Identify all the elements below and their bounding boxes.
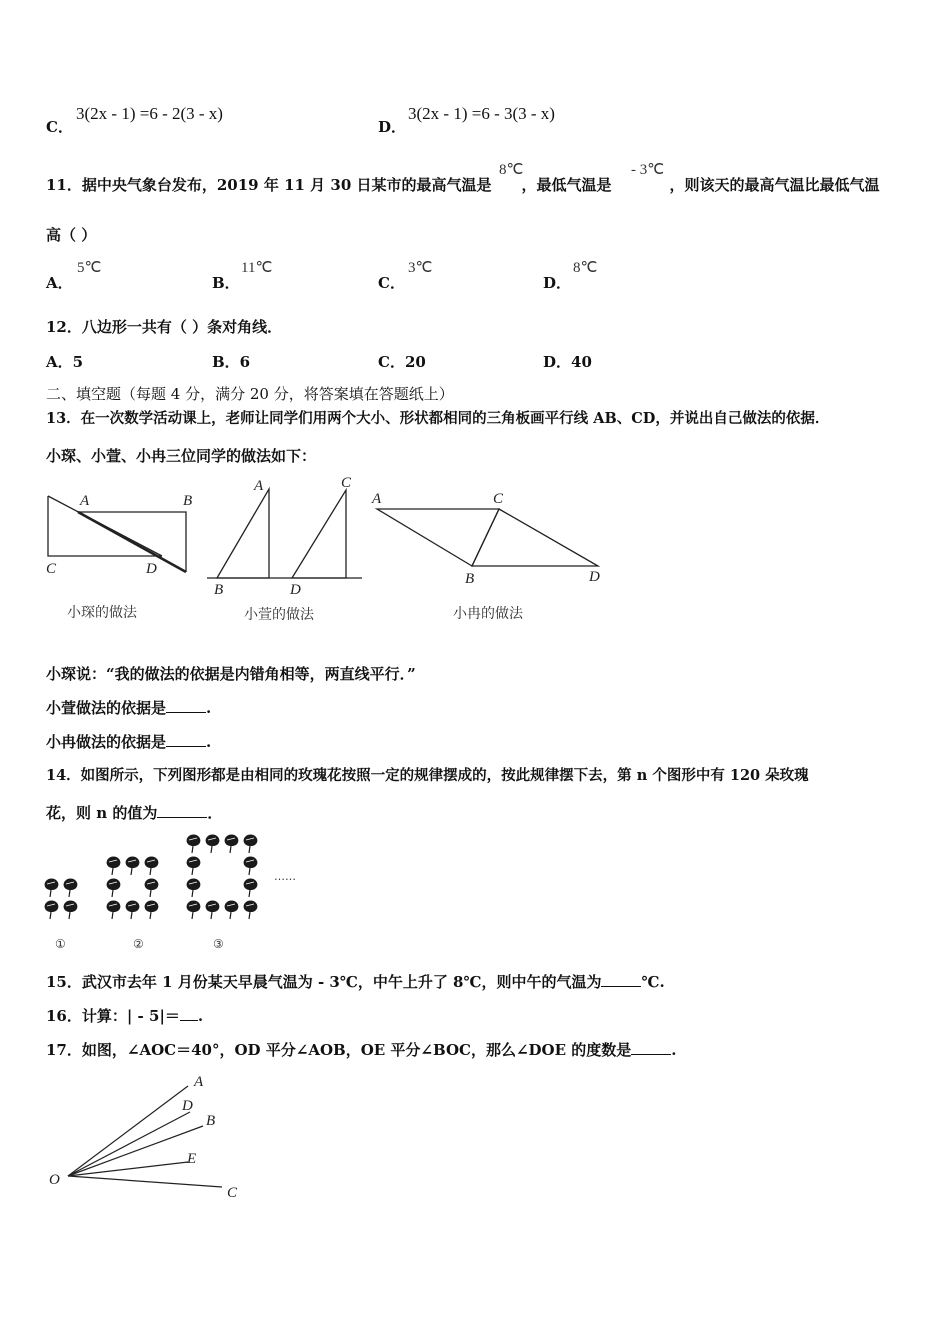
q11-option-b-value: 11℃ (241, 260, 273, 276)
q17-label-a: A (194, 1074, 204, 1090)
q10-option-c-expression: 3(2x - 1) =6 - 2(3 - x) (76, 104, 223, 123)
q17-figure (40, 1068, 260, 1208)
q12-option-b: B．6 (212, 353, 251, 371)
q14-stem-continued-text: 花，则 n 的值为 (46, 804, 158, 822)
q15-answer-blank[interactable] (601, 972, 641, 987)
q14-answer-blank[interactable] (157, 803, 207, 818)
rose-icon (107, 857, 121, 876)
q10-option-d-expression: 3(2x - 1) =6 - 3(3 - x) (408, 104, 555, 123)
q12-option-c: C．20 (378, 353, 426, 371)
q14-label-3: ③ (213, 937, 224, 951)
q13-fig3-triangle-right (472, 509, 598, 566)
q17-ray-oa (68, 1086, 188, 1176)
q11-stem-continued: 高（ ） (46, 226, 97, 244)
q13-fig1-label-b: B (183, 493, 193, 509)
rose-icon (244, 835, 258, 854)
q11-option-b-label: B． (212, 274, 240, 292)
q11-text-c: ，则该天的最高气温比最低气温 (669, 176, 880, 194)
rose-icon (145, 879, 159, 898)
rose-icon (225, 835, 239, 854)
q13-figure (40, 472, 620, 632)
q13-fig1-label-d: D (146, 561, 157, 577)
q13-fig3-label-a: A (372, 491, 382, 507)
q15-stem (46, 972, 665, 992)
q13-fig2-label-d: D (290, 582, 301, 598)
rose-icon (126, 857, 140, 876)
rose-icon (64, 901, 78, 920)
q16-stem-end: . (197, 1007, 204, 1025)
rose-icon (225, 901, 239, 920)
q11-stem (46, 175, 880, 195)
q13-figure-1 (46, 493, 192, 621)
q13-fig2-label-b: B (214, 582, 224, 598)
q10-option-c-label: C． (46, 118, 73, 136)
rose-icon (187, 835, 201, 854)
q17-ray-oc (68, 1176, 222, 1187)
q17-label-c: C (227, 1185, 238, 1201)
q14-ellipsis: …… (274, 870, 296, 883)
q16-answer-blank[interactable] (180, 1006, 198, 1021)
q11-option-c-label: C． (378, 274, 405, 292)
q16-stem (46, 1006, 203, 1026)
q12-stem: 12．八边形一共有（ ）条对角线． (46, 318, 283, 336)
q14-figure-2 (107, 857, 159, 920)
q17-answer-blank[interactable] (631, 1040, 671, 1055)
q13-statement-2-text: 小萱做法的依据是 (46, 699, 167, 717)
q13-answer-blank-2[interactable] (166, 732, 206, 747)
q17-ray-od (68, 1112, 190, 1176)
q11-option-d-label: D． (543, 274, 572, 292)
q11-option-c-value: 3℃ (408, 260, 433, 276)
rose-icon (145, 901, 159, 920)
q11-temp-low: - 3℃ (631, 162, 665, 178)
q17-label-o: O (49, 1172, 60, 1188)
q13-statement-2-end: . (206, 699, 212, 717)
rose-icon (45, 901, 59, 920)
q14-stem-end: ． (207, 804, 223, 822)
q16-stem-text: 16．计算：| - 5|＝ (46, 1007, 180, 1025)
q13-figure-3 (371, 491, 600, 622)
q12-option-a: A．5 (46, 353, 84, 371)
q11-text-b: ，最低气温是 (521, 176, 612, 194)
rose-icon (244, 879, 258, 898)
q17-label-b: B (206, 1113, 216, 1129)
rose-icon (107, 879, 121, 898)
q13-fig1-caption: 小琛的做法 (67, 605, 137, 621)
q17-label-d: D (182, 1098, 193, 1114)
q13-statement-3-end: . (206, 733, 212, 751)
q13-answer-blank-1[interactable] (166, 698, 206, 713)
rose-icon (244, 857, 258, 876)
q17-stem-end: . (671, 1041, 677, 1059)
q12-option-d: D．40 (543, 353, 592, 371)
q11-text-a: 11．据中央气象台发布，2019 年 11 月 30 日某市的最高气温是 (46, 176, 492, 194)
q10-option-d-label: D． (378, 118, 407, 136)
rose-icon (187, 857, 201, 876)
q13-statement-2 (46, 698, 211, 718)
rose-icon (206, 835, 220, 854)
q13-intro: 小琛、小萱、小冉三位同学的做法如下： (46, 447, 317, 465)
q11-option-d-value: 8℃ (573, 260, 598, 276)
q13-fig2-triangle-left (217, 489, 269, 578)
q13-fig3-label-c: C (493, 491, 504, 507)
q13-fig1-label-a: A (80, 493, 90, 509)
q13-fig3-label-d: D (589, 569, 600, 585)
q14-figure (40, 830, 320, 955)
q11-option-a-label: A． (46, 274, 73, 292)
rose-icon (107, 901, 121, 920)
q14-label-2: ② (133, 937, 144, 951)
rose-icon (244, 901, 258, 920)
q11-temp-high: 8℃ (499, 162, 524, 178)
q13-fig3-caption: 小冉的做法 (453, 606, 523, 622)
rose-icon (45, 879, 59, 898)
q13-statement-1: 小琛说：“我的做法的依据是内错角相等，两直线平行．” (46, 665, 416, 683)
q13-figure-2 (207, 475, 362, 623)
q13-fig1-label-c: C (46, 561, 57, 577)
q13-fig3-label-b: B (465, 571, 475, 587)
rose-icon (145, 857, 159, 876)
q13-fig3-triangle-left (377, 509, 499, 566)
rose-icon (206, 901, 220, 920)
q17-stem (46, 1040, 677, 1060)
q14-figure-1 (45, 879, 78, 920)
q14-stem-continued (46, 803, 222, 823)
q17-label-e: E (187, 1151, 197, 1167)
q14-label-1: ① (55, 937, 66, 951)
q13-statement-3-text: 小冉做法的依据是 (46, 733, 167, 751)
rose-icon (187, 879, 201, 898)
q13-fig2-label-a: A (254, 478, 264, 494)
rose-icon (187, 901, 201, 920)
section-2-heading: 二、填空题（每题 4 分，满分 20 分，将答案填在答题纸上） (46, 385, 454, 403)
q13-fig2-caption: 小萱的做法 (244, 607, 314, 623)
q13-fig2-triangle-right (292, 490, 346, 578)
q11-option-a-value: 5℃ (77, 260, 102, 276)
rose-icon (64, 879, 78, 898)
q14-stem: 14．如图所示，下列图形都是由相同的玫瑰花按照一定的规律摆成的，按此规律摆下去，第 n 个图形中有 120 朵玫瑰 (46, 767, 809, 784)
q13-statement-3 (46, 732, 211, 752)
q15-stem-end: ℃. (641, 973, 665, 991)
q13-fig2-label-c: C (341, 475, 352, 491)
q15-stem-text: 15．武汉市去年 1 月份某天早晨气温为 - 3℃，中午上升了 8℃，则中午的气温为 (46, 973, 602, 991)
q17-stem-text: 17．如图，∠AOC＝40°，OD 平分∠AOB，OE 平分∠BOC，那么∠DOE 的度数是 (46, 1041, 632, 1059)
rose-icon (126, 901, 140, 920)
q14-figure-3 (187, 835, 258, 920)
q13-fig1-hypotenuse-right (78, 512, 186, 572)
q13-stem: 13．在一次数学活动课上，老师让同学们用两个大小、形状都相同的三角板画平行线 AB、CD，并说出自己做法的依据． (46, 410, 830, 427)
